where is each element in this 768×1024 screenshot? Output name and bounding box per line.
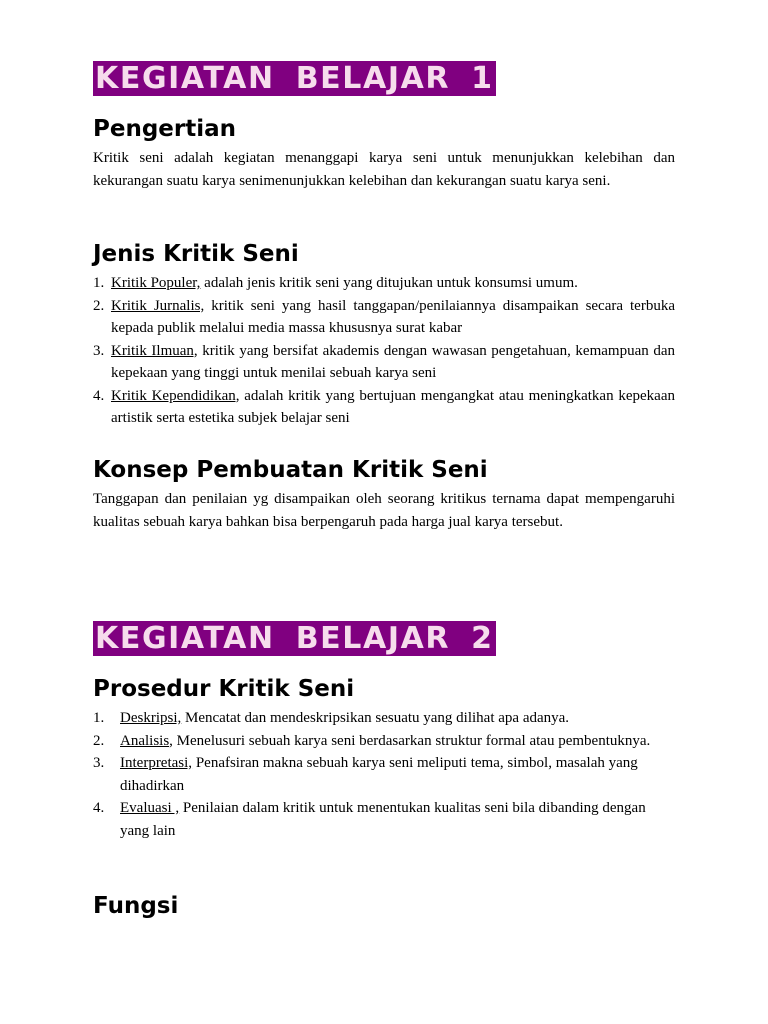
list-text: Penafsiran makna sebuah karya seni meliputi tema, simbol, masalah yang dihadirkan bbox=[120, 755, 638, 794]
list-number: 3. bbox=[93, 342, 105, 359]
list-term: Kritik Populer, bbox=[111, 275, 201, 291]
heading-prosedur-kritik-seni: Prosedur Kritik Seni bbox=[93, 676, 355, 702]
list-item bbox=[93, 272, 675, 295]
list-number: 4. bbox=[93, 800, 105, 816]
list-term: Kritik Jurnalis, bbox=[111, 297, 205, 314]
list-text: adalah jenis kritik seni yang ditujukan untuk konsumsi umum. bbox=[200, 275, 578, 291]
list-text: Menelusuri sebuah karya seni berdasarkan struktur formal atau pembentuknya. bbox=[172, 732, 651, 749]
list-text: kritik yang bersifat akademis dengan wawasan pengetahuan, kemampuan dan kepekaan yang tinggi untuk menilai sebuah karya seni bbox=[111, 342, 675, 381]
list-term: Evaluasi , bbox=[120, 800, 180, 816]
list-text: Penilaian dalam kritik untuk menentukan kualitas seni bila dibanding dengan yang lain bbox=[120, 800, 646, 839]
list-number: 1. bbox=[93, 710, 105, 726]
list-item bbox=[93, 752, 653, 797]
list-item bbox=[93, 707, 653, 730]
list-item bbox=[93, 797, 653, 842]
heading-fungsi: Fungsi bbox=[93, 893, 179, 919]
list-number: 1. bbox=[93, 275, 105, 291]
list-text: Mencatat dan mendeskripsikan sesuatu yang dilihat apa adanya. bbox=[181, 710, 570, 726]
list-item bbox=[93, 340, 675, 385]
section-banner-1: KEGIATAN BELAJAR 1 bbox=[95, 61, 494, 96]
jenis-kritik-list bbox=[93, 272, 675, 430]
list-number: 4. bbox=[93, 387, 105, 404]
paragraph-konsep: Tanggapan dan penilaian yg disampaikan oleh seorang kritikus ternama dapat mempengaruhi kualitas sebuah karya bahkan bisa berpengaruh pada harga jual karya tersebut. bbox=[93, 491, 675, 530]
list-number: 2. bbox=[93, 297, 105, 314]
list-number: 3. bbox=[93, 755, 105, 771]
list-term: Kritik Kependidikan, bbox=[111, 387, 240, 404]
list-item bbox=[93, 295, 675, 340]
list-term: Kritik Ilmuan, bbox=[111, 342, 198, 359]
list-text: kritik seni yang hasil tanggapan/penilaiannya disampaikan secara terbuka kepada publik melalui media massa khususnya surat kabar bbox=[111, 297, 675, 336]
heading-jenis-kritik-seni: Jenis Kritik Seni bbox=[93, 241, 299, 267]
heading-pengertian: Pengertian bbox=[93, 116, 237, 142]
list-term: Deskripsi, bbox=[120, 710, 182, 726]
prosedur-list bbox=[93, 707, 653, 842]
list-item bbox=[93, 385, 675, 430]
list-number: 2. bbox=[93, 732, 105, 749]
paragraph-pengertian: Kritik seni adalah kegiatan menanggapi karya seni untuk menunjukkan kelebihan dan kekurangan suatu karya senimenunjukkan kelebihan dan kekurangan suatu karya seni. bbox=[93, 150, 675, 189]
section-banner-2: KEGIATAN BELAJAR 2 bbox=[95, 621, 494, 656]
heading-konsep-pembuatan: Konsep Pembuatan Kritik Seni bbox=[93, 457, 488, 483]
list-term: Analisis, bbox=[120, 732, 173, 749]
list-text: adalah kritik yang bertujuan mengangkat atau meningkatkan kepekaan artistik serta estetika subjek belajar seni bbox=[111, 387, 675, 426]
list-term: Interpretasi, bbox=[120, 755, 193, 771]
list-item bbox=[93, 730, 653, 753]
